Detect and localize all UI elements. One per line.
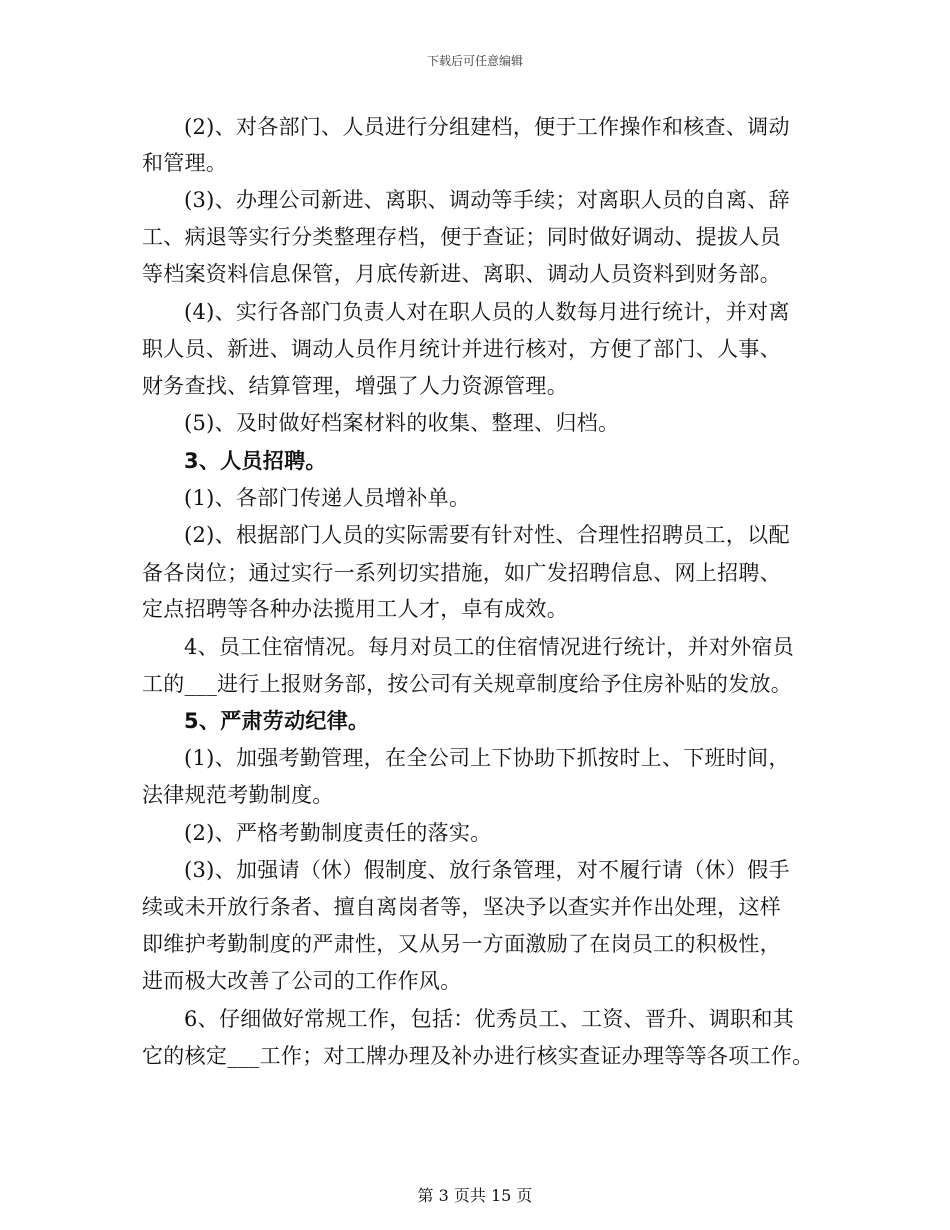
paragraph-line: (2)、对各部门、人员进行分组建档，便于工作操作和核查、调动: [184, 115, 790, 139]
paragraph-line: (4)、实行各部门负责人对在职人员的人数每月进行统计，并对离: [184, 300, 790, 324]
paragraph-line: (5)、及时做好档案材料的收集、整理、归档。: [184, 411, 620, 435]
paragraph-line: 工的___进行上报财务部，按公司有关规章制度给予住房补贴的发放。: [142, 672, 793, 696]
page-header: 下载后可任意编辑: [426, 54, 523, 68]
paragraph-line: 工、病退等实行分类整理存档，便于查证；同时做好调动、提拔人员: [142, 225, 781, 249]
paragraph-line: (3)、办理公司新进、离职、调动等手续；对离职人员的自离、辞: [184, 188, 790, 212]
paragraph-line: 6、仔细做好常规工作，包括：优秀员工、工资、晋升、调职和其: [184, 1007, 795, 1031]
paragraph-line: 法律规范考勤制度。: [142, 783, 334, 807]
paragraph-line: 备各岗位；通过实行一系列切实措施，如广发招聘信息、网上招聘、: [142, 561, 781, 585]
paragraph-line: 和管理。: [142, 151, 228, 175]
paragraph-line: 等档案资料信息保管，月底传新进、离职、调动人员资料到财务部。: [142, 262, 781, 286]
paragraph-line: 即维护考勤制度的严肃性，又从另一方面激励了在岗员工的积极性，: [142, 932, 781, 956]
paragraph-line: 4、员工住宿情况。每月对员工的住宿情况进行统计，并对外宿员: [184, 635, 795, 659]
paragraph-line: 定点招聘等各种办法揽用工人才，卓有成效。: [142, 597, 568, 621]
page-number: 第 3 页共 15 页: [417, 1186, 533, 1205]
paragraph-line: (1)、各部门传递人员增补单。: [184, 486, 471, 510]
paragraph-line: (2)、根据部门人员的实际需要有针对性、合理性招聘员工，以配: [184, 523, 790, 547]
paragraph-line: 进而极大改善了公司的工作作风。: [142, 969, 462, 993]
paragraph-line: 职人员、新进、调动人员作月统计并进行核对，方便了部门、人事、: [142, 337, 781, 361]
paragraph-line: (3)、加强请（休）假制度、放行条管理，对不履行请（休）假手: [184, 858, 790, 882]
section-heading: 5、严肃劳动纪律。: [184, 709, 370, 733]
paragraph-line: 财务查找、结算管理，增强了人力资源管理。: [142, 374, 568, 398]
paragraph-line: 它的核定___工作；对工牌办理及补办进行核实查证办理等等各项工作。: [142, 1044, 814, 1068]
paragraph-line: 续或未开放行条者、擅自离岗者等，坚决予以查实并作出处理，这样: [142, 895, 781, 919]
paragraph-line: (2)、严格考勤制度责任的落实。: [184, 821, 492, 845]
section-heading: 3、人员招聘。: [184, 449, 327, 473]
paragraph-line: (1)、加强考勤管理，在全公司上下协助下抓按时上、下班时间，: [184, 746, 790, 770]
